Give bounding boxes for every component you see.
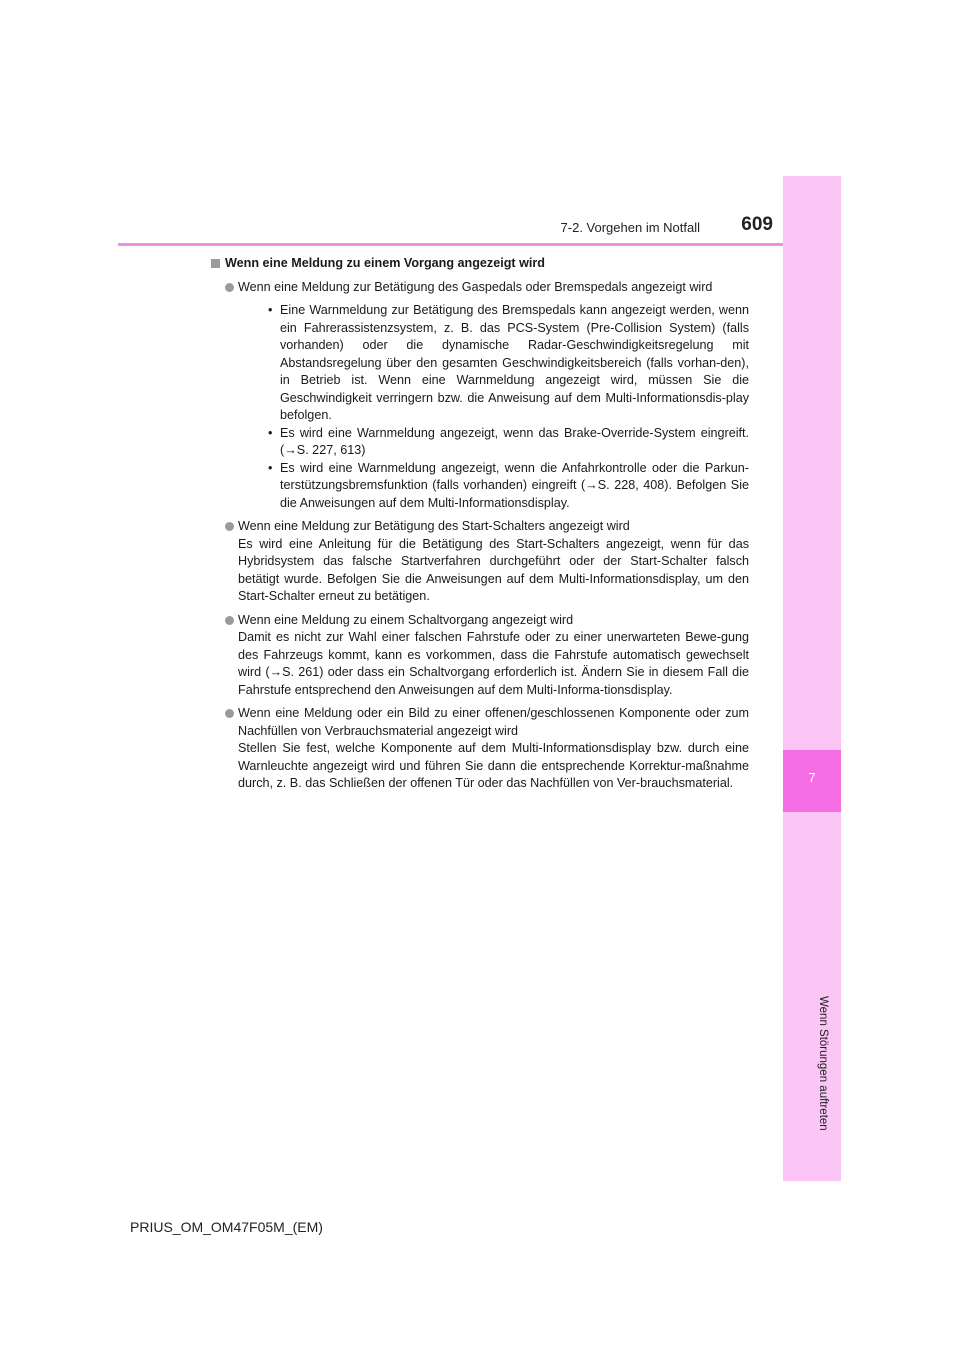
sub-list-item: • Eine Warnmeldung zur Betätigung des Bremspedals kann angezeigt werden, wenn ein Fahrerassistenzsystem, z. B. das PCS-System (Pre-Collision System) (falls vorhanden) oder die dynamische Radar-Geschwindigkeitsregelung mit Abstandsregelung über den gesamten Geschwindigkeitsbereich (falls vorhan-den), in Betrieb ist. Wenn eine Warnmeldung angezeigt wird, müssen Sie die Geschwindigkeit verringern bzw. die Anweisung auf dem Multi-Informationsdis-play befolgen. [268, 303, 749, 422]
sub-list-item: • Es wird eine Warnmeldung angezeigt, wenn die Anfahrkontrolle oder die Parkun-terstützungsbremsfunktion (falls vorhanden) eingreift (→S. 228, 408). Befolgen Sie die Anweisungen auf dem Multi-Informationsdisplay. [268, 460, 749, 510]
document-code: PRIUS_OM_OM47F05M_(EM) [130, 1219, 323, 1235]
chapter-side-tab [783, 176, 841, 1181]
section-title: 7-2. Vorgehen im Notfall [560, 220, 700, 235]
list-item [211, 705, 749, 793]
section-heading-text: Wenn eine Meldung zu einem Vorgang angezeigt wird [225, 256, 546, 270]
circle-bullet-icon [225, 616, 234, 625]
page-content [211, 255, 749, 793]
page-number: 609 [741, 214, 773, 235]
circle-bullet-icon [225, 522, 234, 531]
sub-list-item: • Es wird eine Warnmeldung angezeigt, wenn das Brake-Override-System eingreift. (→S. 227, 613) [268, 425, 749, 457]
section-heading [211, 255, 749, 273]
circle-bullet-icon [225, 283, 234, 292]
chapter-title: Wenn Störungen auftreten [817, 996, 829, 1131]
bullet-text: Es wird eine Anleitung für die Betätigung des Start-Schalters angezeigt, wenn für das Hybridsystem das falsche Startverfahren durchgeführt oder der Start-Schalter falsch betätigt wurde. Befolgen Sie die Anweisungen auf dem Multi-Informationsdisplay, um den Start-Schalter erneut zu betätigen. [238, 536, 749, 603]
bullet-title: Wenn eine Meldung zu einem Schaltvorgang angezeigt wird [238, 612, 574, 627]
bullet-text: Damit es nicht zur Wahl einer falschen Fahrstufe oder zu einer unerwarteten Bewe-gung des Fahrzeugs kommt, kann es vorkommen, dass die Fahrstufe automatisch gewechselt wird (→S. 261) oder dass ein Schaltvorgang erforderlich ist. Ändern Sie in diesem Fall die Fahrstufe entsprechend den Anweisungen auf dem Multi-Informa-tionsdisplay. [238, 630, 749, 697]
bullet-title: Wenn eine Meldung oder ein Bild zu einer offenen/geschlossenen Komponente oder zum Nachfüllen von Verbrauchsmaterial angezeigt wird [238, 706, 749, 738]
list-item [211, 612, 749, 700]
list-item [211, 279, 749, 513]
chapter-number: 7 [808, 770, 816, 785]
square-bullet-icon [211, 259, 220, 268]
sub-list [238, 302, 749, 512]
circle-bullet-icon [225, 709, 234, 718]
bullet-text: Wenn eine Meldung zur Betätigung des Gaspedals oder Bremspedals angezeigt wird [238, 279, 713, 294]
bullet-text: Stellen Sie fest, welche Komponente auf dem Multi-Informationsdisplay bzw. durch eine Warnleuchte angezeigt wird und führen Sie dann die entsprechende Korrektur-maßnahme durch, z. B. das Schließen der offenen Tür oder das Nachfüllen von Ver-brauchsmaterial. [238, 741, 749, 790]
header-divider [118, 243, 783, 246]
list-item [211, 518, 749, 606]
bullet-title: Wenn eine Meldung zur Betätigung des Start-Schalters angezeigt wird [238, 519, 630, 533]
